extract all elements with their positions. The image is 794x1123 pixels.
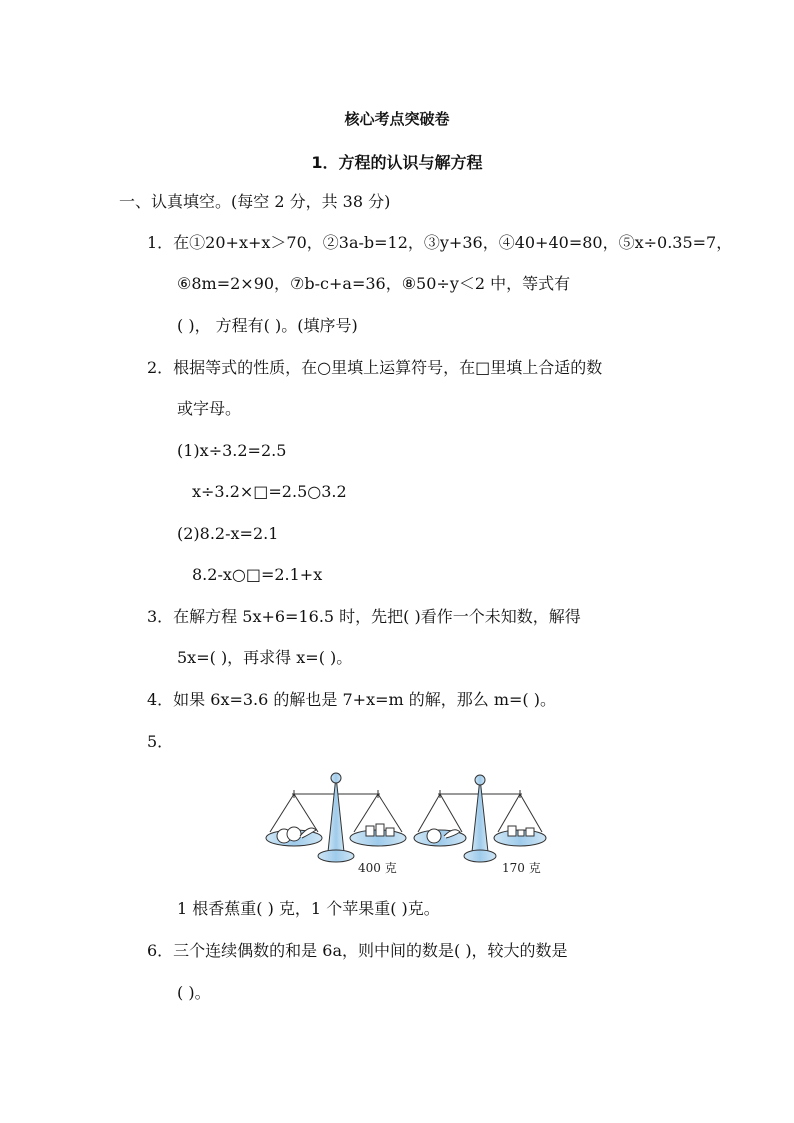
scale-2-weight-label: 170 克 — [502, 861, 541, 875]
q2-part2-step: 8.2-x○□=2.1+x — [192, 565, 323, 584]
q3-line1: 3．在解方程 5x+6=16.5 时，先把( )看作一个未知数，解得 — [147, 607, 581, 626]
q5-number: 5． — [147, 732, 174, 751]
q1-line2: ⑥8m=2×90，⑦b-c+a=36，⑧50÷y＜2 中，等式有 — [177, 274, 571, 293]
balance-scales-illustration — [262, 768, 552, 876]
page-title: 核心考点突破卷 — [344, 110, 450, 128]
q2-line1: 2．根据等式的性质，在○里填上运算符号，在□里填上合适的数 — [147, 358, 603, 377]
scale-1-weight-label: 400 克 — [358, 861, 397, 875]
page-subtitle: 1．方程的认识与解方程 — [311, 153, 483, 172]
q2-line2: 或字母。 — [177, 399, 242, 418]
q4-line1: 4．如果 6x=3.6 的解也是 7+x=m 的解，那么 m=( )。 — [147, 690, 557, 709]
q5-line1: 1 根香蕉重( ) 克，1 个苹果重( )克。 — [177, 899, 440, 918]
scale-1 — [266, 773, 406, 862]
q6-line1: 6．三个连续偶数的和是 6a，则中间的数是( )，较大的数是 — [147, 941, 568, 960]
q6-line2: ( )。 — [177, 983, 211, 1002]
section-heading: 一、认真填空。(每空 2 分，共 38 分) — [119, 192, 391, 211]
q2-part2-equation: (2)8.2-x=2.1 — [177, 524, 279, 543]
q2-part1-equation: (1)x÷3.2=2.5 — [177, 441, 287, 460]
q1-line3: ( )， 方程有( )。(填序号) — [177, 316, 358, 335]
scale-2 — [414, 775, 546, 862]
q1-line1: 1．在①20+x+x＞70，②3a-b=12，③y+36，④40+40=80，⑤x÷0.35=7， — [147, 233, 733, 252]
q2-part1-step: x÷3.2×□=2.5○3.2 — [192, 482, 347, 501]
q3-line2: 5x=( )，再求得 x=( )。 — [177, 648, 353, 667]
